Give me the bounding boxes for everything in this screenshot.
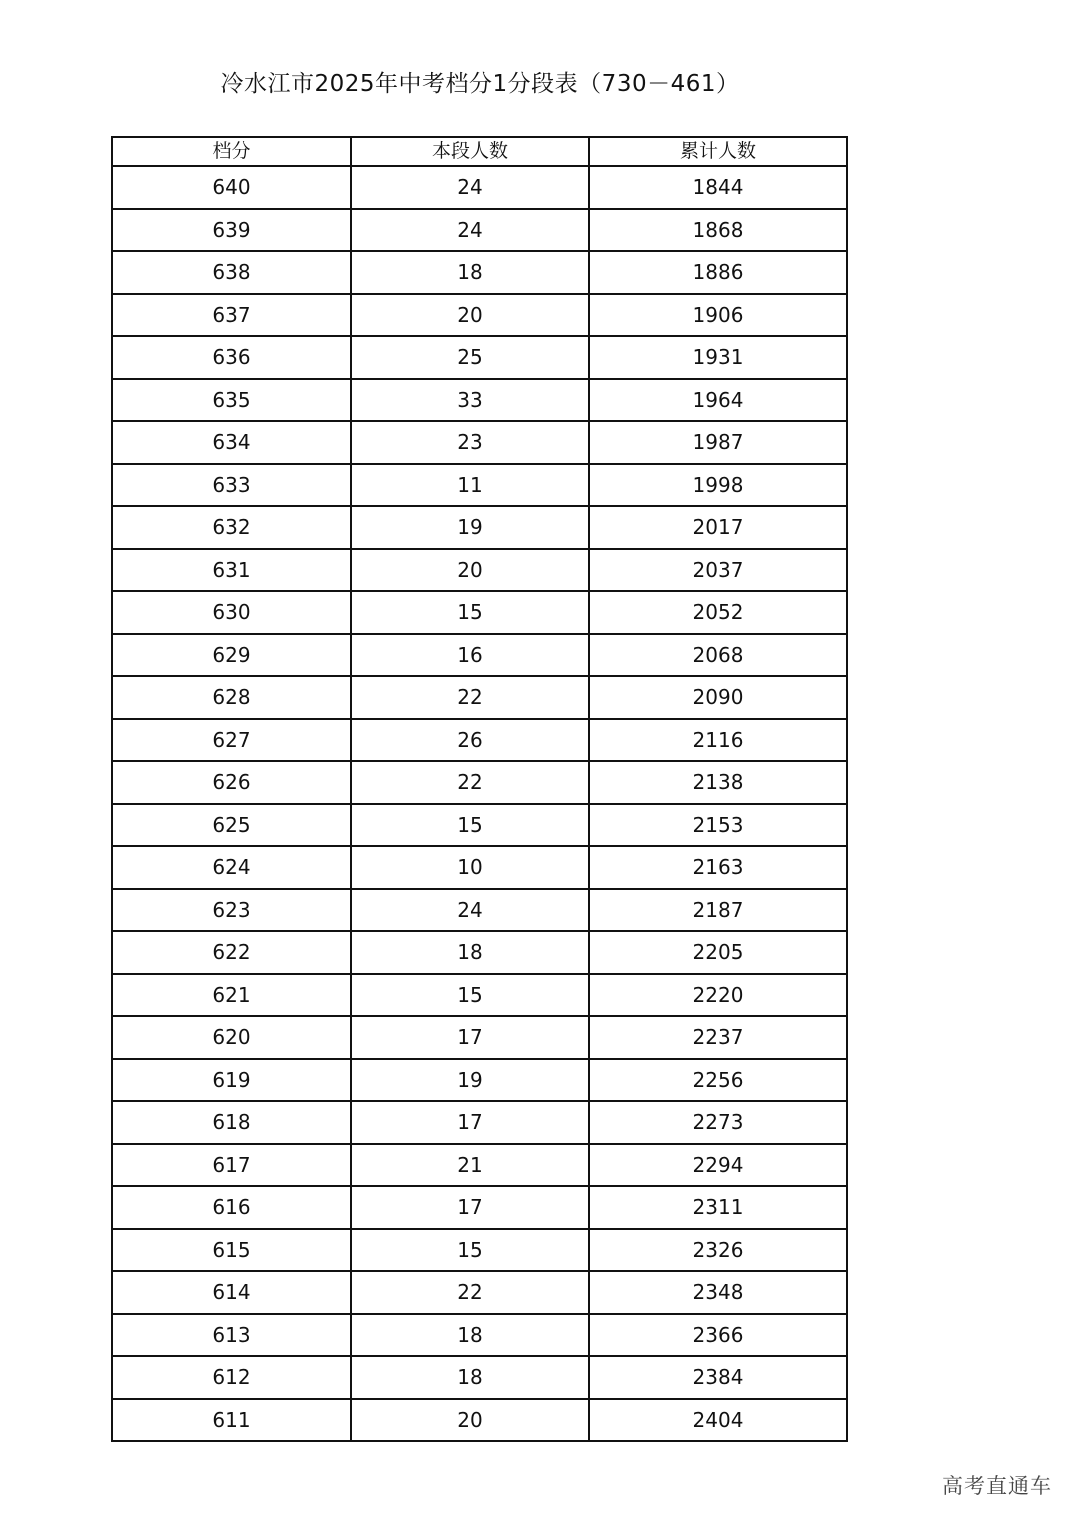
cumulative-count-cell: 1868: [589, 209, 847, 252]
table-row: [112, 506, 847, 549]
score-cell: 615: [112, 1229, 351, 1272]
segment-count-cell: 24: [351, 889, 589, 932]
table-row: [112, 1271, 847, 1314]
score-cell: 630: [112, 591, 351, 634]
header-cumulative-count: 累计人数: [589, 137, 847, 166]
table-body: [112, 166, 847, 1441]
cumulative-count-cell: 2220: [589, 974, 847, 1017]
cumulative-count-cell: 2326: [589, 1229, 847, 1272]
cumulative-count-cell: 2256: [589, 1059, 847, 1102]
segment-count-cell: 18: [351, 1356, 589, 1399]
cumulative-count-cell: 2138: [589, 761, 847, 804]
cumulative-count-cell: 2187: [589, 889, 847, 932]
score-cell: 640: [112, 166, 351, 209]
segment-count-cell: 20: [351, 294, 589, 337]
score-cell: 633: [112, 464, 351, 507]
score-cell: 623: [112, 889, 351, 932]
cumulative-count-cell: 1886: [589, 251, 847, 294]
cumulative-count-cell: 1998: [589, 464, 847, 507]
cumulative-count-cell: 2273: [589, 1101, 847, 1144]
segment-count-cell: 17: [351, 1101, 589, 1144]
table-row: [112, 166, 847, 209]
segment-count-cell: 19: [351, 1059, 589, 1102]
table-row: [112, 889, 847, 932]
segment-count-cell: 22: [351, 1271, 589, 1314]
segment-count-cell: 18: [351, 251, 589, 294]
segment-count-cell: 26: [351, 719, 589, 762]
score-cell: 612: [112, 1356, 351, 1399]
table-row: [112, 336, 847, 379]
table-row: [112, 676, 847, 719]
table-row: [112, 1356, 847, 1399]
segment-count-cell: 18: [351, 931, 589, 974]
score-cell: 639: [112, 209, 351, 252]
table-row: [112, 931, 847, 974]
segment-count-cell: 22: [351, 676, 589, 719]
table-row: [112, 549, 847, 592]
cumulative-count-cell: 2404: [589, 1399, 847, 1442]
segment-count-cell: 11: [351, 464, 589, 507]
cumulative-count-cell: 1987: [589, 421, 847, 464]
cumulative-count-cell: 2163: [589, 846, 847, 889]
segment-count-cell: 19: [351, 506, 589, 549]
score-cell: 636: [112, 336, 351, 379]
table-row: [112, 1314, 847, 1357]
table-row: [112, 1144, 847, 1187]
table-row: [112, 804, 847, 847]
segment-count-cell: 22: [351, 761, 589, 804]
segment-count-cell: 10: [351, 846, 589, 889]
score-cell: 611: [112, 1399, 351, 1442]
segment-count-cell: 24: [351, 209, 589, 252]
cumulative-count-cell: 2237: [589, 1016, 847, 1059]
cumulative-count-cell: 2116: [589, 719, 847, 762]
segment-count-cell: 18: [351, 1314, 589, 1357]
table-row: [112, 761, 847, 804]
table-header-row: [112, 137, 847, 166]
table-row: [112, 719, 847, 762]
score-cell: 638: [112, 251, 351, 294]
table-row: [112, 251, 847, 294]
segment-count-cell: 16: [351, 634, 589, 677]
table-row: [112, 1101, 847, 1144]
table-row: [112, 974, 847, 1017]
score-cell: 634: [112, 421, 351, 464]
segment-count-cell: 15: [351, 591, 589, 634]
table-row: [112, 209, 847, 252]
table-row: [112, 294, 847, 337]
cumulative-count-cell: 2068: [589, 634, 847, 677]
table-row: [112, 421, 847, 464]
score-cell: 616: [112, 1186, 351, 1229]
score-cell: 626: [112, 761, 351, 804]
watermark: 高考直通车: [942, 1474, 1052, 1498]
table-row: [112, 1399, 847, 1442]
segment-count-cell: 24: [351, 166, 589, 209]
score-cell: 632: [112, 506, 351, 549]
cumulative-count-cell: 2052: [589, 591, 847, 634]
segment-count-cell: 21: [351, 1144, 589, 1187]
cumulative-count-cell: 1906: [589, 294, 847, 337]
score-cell: 637: [112, 294, 351, 337]
segment-count-cell: 17: [351, 1186, 589, 1229]
table-row: [112, 464, 847, 507]
table-row: [112, 1059, 847, 1102]
score-cell: 618: [112, 1101, 351, 1144]
cumulative-count-cell: 2090: [589, 676, 847, 719]
table-row: [112, 379, 847, 422]
table-row: [112, 846, 847, 889]
cumulative-count-cell: 1844: [589, 166, 847, 209]
segment-count-cell: 23: [351, 421, 589, 464]
cumulative-count-cell: 2384: [589, 1356, 847, 1399]
score-cell: 622: [112, 931, 351, 974]
segment-count-cell: 33: [351, 379, 589, 422]
cumulative-count-cell: 2294: [589, 1144, 847, 1187]
header-score: 档分: [112, 137, 351, 166]
score-cell: 627: [112, 719, 351, 762]
table-row: [112, 1186, 847, 1229]
segment-count-cell: 15: [351, 804, 589, 847]
cumulative-count-cell: 1964: [589, 379, 847, 422]
score-cell: 617: [112, 1144, 351, 1187]
score-cell: 620: [112, 1016, 351, 1059]
cumulative-count-cell: 2366: [589, 1314, 847, 1357]
score-cell: 635: [112, 379, 351, 422]
segment-count-cell: 20: [351, 549, 589, 592]
segment-count-cell: 15: [351, 1229, 589, 1272]
score-cell: 631: [112, 549, 351, 592]
score-cell: 629: [112, 634, 351, 677]
score-cell: 621: [112, 974, 351, 1017]
table-row: [112, 634, 847, 677]
cumulative-count-cell: 1931: [589, 336, 847, 379]
table-row: [112, 591, 847, 634]
cumulative-count-cell: 2153: [589, 804, 847, 847]
segment-count-cell: 15: [351, 974, 589, 1017]
cumulative-count-cell: 2037: [589, 549, 847, 592]
cumulative-count-cell: 2205: [589, 931, 847, 974]
score-cell: 628: [112, 676, 351, 719]
cumulative-count-cell: 2348: [589, 1271, 847, 1314]
cumulative-count-cell: 2017: [589, 506, 847, 549]
score-cell: 614: [112, 1271, 351, 1314]
cumulative-count-cell: 2311: [589, 1186, 847, 1229]
score-cell: 613: [112, 1314, 351, 1357]
score-cell: 619: [112, 1059, 351, 1102]
score-cell: 625: [112, 804, 351, 847]
score-table: [111, 136, 848, 1442]
table-row: [112, 1229, 847, 1272]
segment-count-cell: 17: [351, 1016, 589, 1059]
page-title: 冷水江市2025年中考档分1分段表（730－461）: [220, 71, 740, 97]
segment-count-cell: 25: [351, 336, 589, 379]
score-cell: 624: [112, 846, 351, 889]
header-segment-count: 本段人数: [351, 137, 589, 166]
table-row: [112, 1016, 847, 1059]
segment-count-cell: 20: [351, 1399, 589, 1442]
